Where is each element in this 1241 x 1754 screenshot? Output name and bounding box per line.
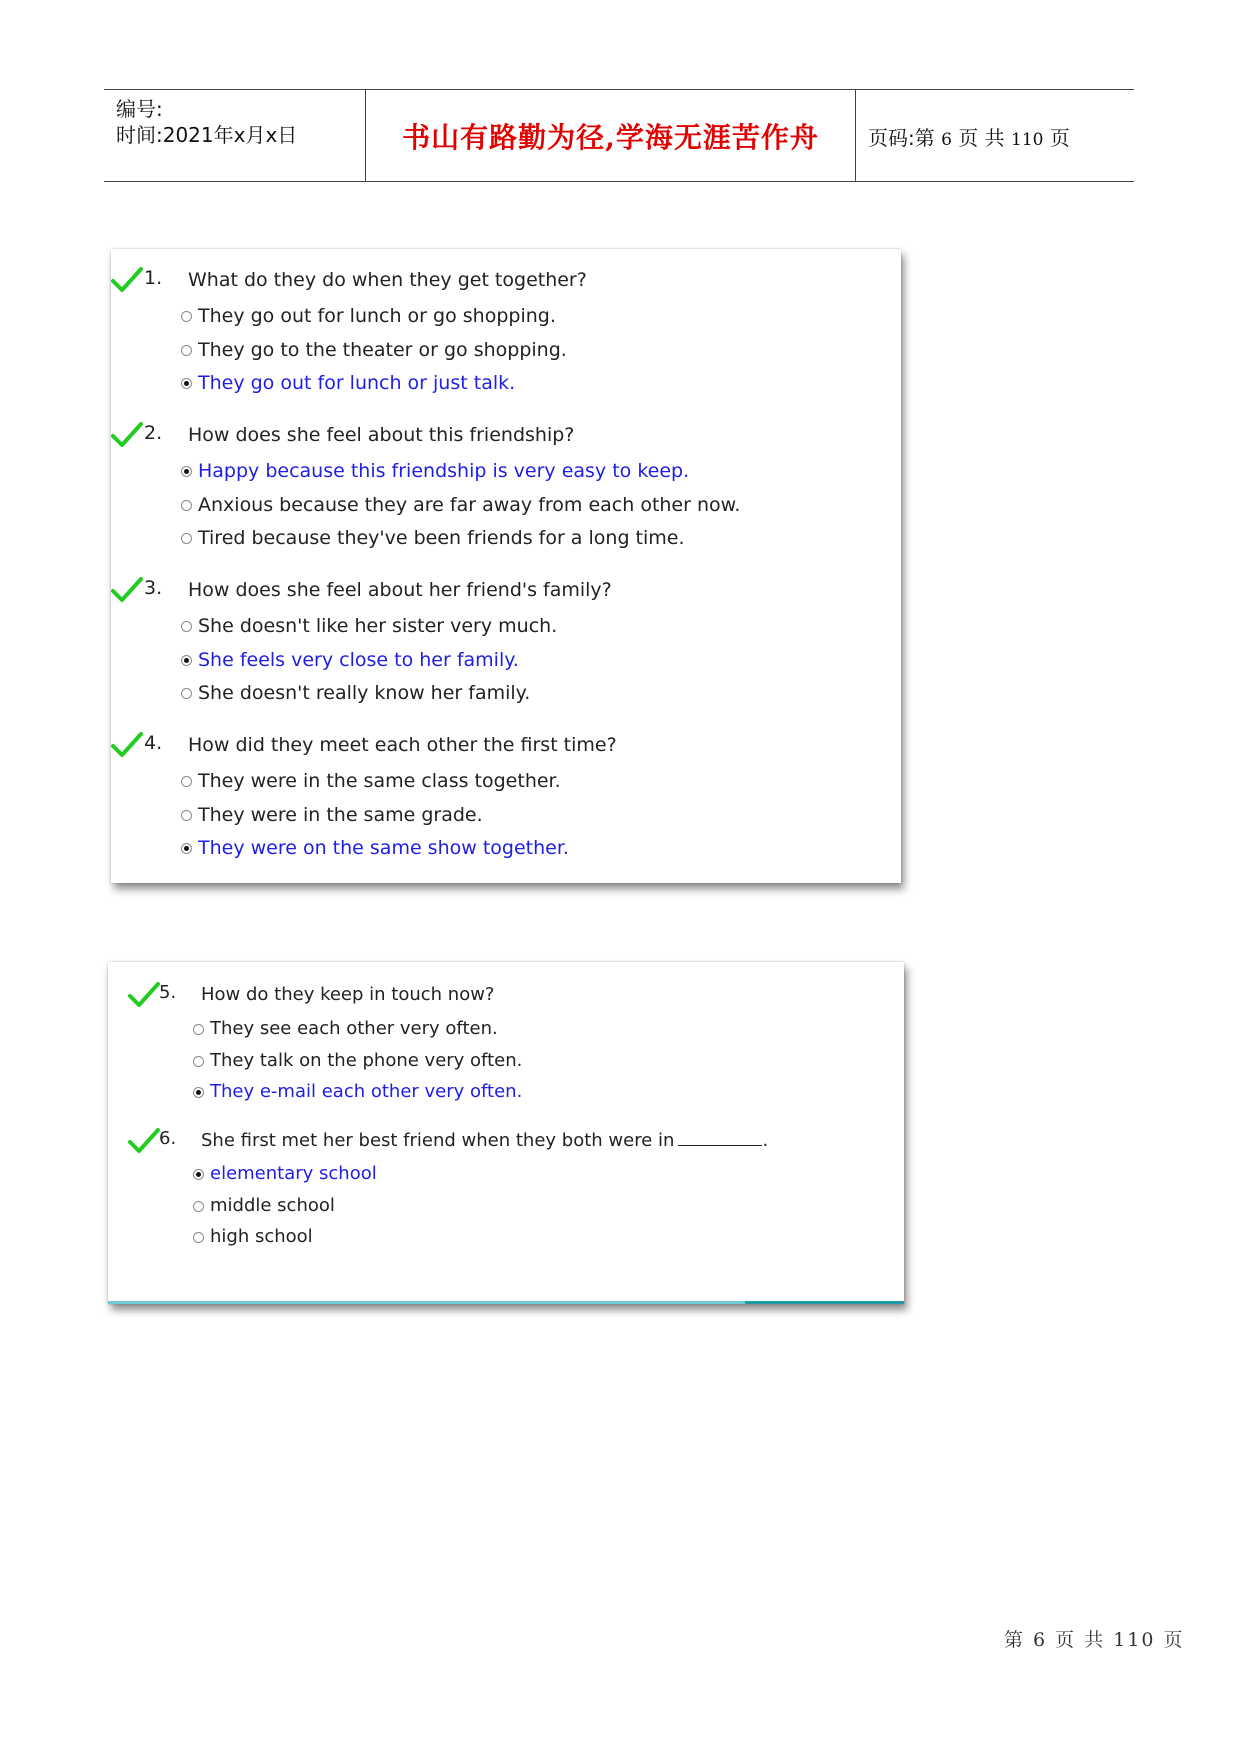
radio-button-checked[interactable] bbox=[181, 378, 192, 389]
option-text: They were in the same class together. bbox=[198, 770, 561, 792]
option-text: She doesn't really know her family. bbox=[198, 682, 531, 704]
option-text: They go to the theater or go shopping. bbox=[198, 339, 567, 361]
option-text: They go out for lunch or just talk. bbox=[198, 372, 516, 394]
radio-button[interactable] bbox=[193, 1201, 204, 1212]
page-indicator bbox=[868, 122, 1070, 151]
radio-button[interactable] bbox=[181, 533, 192, 544]
question-number: 4. bbox=[144, 732, 163, 754]
panel-bottom-rule bbox=[108, 1301, 904, 1304]
page-mid: 页 共 bbox=[958, 126, 1005, 150]
option-text: middle school bbox=[210, 1195, 335, 1216]
question-text-end: . bbox=[762, 1130, 769, 1151]
motto: 书山有路勤为径,学海无涯苦作舟 bbox=[402, 121, 819, 154]
option-text: She feels very close to her family. bbox=[198, 649, 519, 671]
quiz-screenshot-panel-1 bbox=[111, 249, 901, 883]
check-icon bbox=[111, 577, 143, 603]
check-icon bbox=[111, 267, 143, 293]
option-text: They go out for lunch or go shopping. bbox=[198, 305, 556, 327]
option-text: elementary school bbox=[210, 1163, 377, 1184]
option-text: They were on the same show together. bbox=[198, 837, 569, 859]
quiz-screenshot-panel-2 bbox=[108, 962, 904, 1304]
question-number: 3. bbox=[144, 577, 163, 599]
option-text: They e-mail each other very often. bbox=[210, 1081, 523, 1102]
fill-in-blank bbox=[678, 1145, 762, 1146]
check-icon bbox=[111, 422, 143, 448]
radio-button[interactable] bbox=[181, 688, 192, 699]
option-text: They see each other very often. bbox=[210, 1018, 498, 1039]
radio-button[interactable] bbox=[181, 776, 192, 787]
page-total: 110 bbox=[1011, 130, 1044, 150]
radio-button[interactable] bbox=[193, 1232, 204, 1243]
page-current: 6 bbox=[941, 130, 952, 150]
document-header bbox=[104, 89, 1134, 182]
cropped-text-remnant bbox=[208, 958, 638, 964]
header-middle-cell bbox=[366, 90, 856, 181]
question-text: How does she feel about her friend's family? bbox=[188, 579, 612, 601]
check-icon bbox=[128, 982, 160, 1008]
radio-button-checked[interactable] bbox=[193, 1169, 204, 1180]
check-icon bbox=[128, 1128, 160, 1154]
radio-button[interactable] bbox=[193, 1024, 204, 1035]
check-icon bbox=[111, 732, 143, 758]
option-text: Tired because they've been friends for a long time. bbox=[198, 527, 685, 549]
question-number: 2. bbox=[144, 422, 163, 444]
radio-button-checked[interactable] bbox=[181, 466, 192, 477]
header-left-cell bbox=[104, 90, 366, 181]
option-text: They were in the same grade. bbox=[198, 804, 483, 826]
question-text: She first met her best friend when they both were in bbox=[201, 1130, 675, 1151]
option-text: They talk on the phone very often. bbox=[210, 1050, 523, 1071]
question-text: How do they keep in touch now? bbox=[201, 984, 495, 1005]
radio-button[interactable] bbox=[181, 500, 192, 511]
radio-button[interactable] bbox=[181, 345, 192, 356]
option-text: Anxious because they are far away from each other now. bbox=[198, 494, 741, 516]
option-text: high school bbox=[210, 1226, 313, 1247]
question-text: How did they meet each other the first time? bbox=[188, 734, 617, 756]
radio-button[interactable] bbox=[181, 810, 192, 821]
radio-button[interactable] bbox=[181, 621, 192, 632]
question-number: 5. bbox=[159, 982, 177, 1003]
page-prefix: 页码:第 bbox=[868, 126, 935, 150]
page-footer: 第 6 页 共 110 页 bbox=[1004, 1629, 1185, 1651]
header-right-cell bbox=[856, 90, 1134, 181]
question-text-with-blank bbox=[201, 1130, 768, 1151]
radio-button[interactable] bbox=[193, 1056, 204, 1067]
serial-label: 编号: bbox=[116, 97, 163, 121]
option-text: She doesn't like her sister very much. bbox=[198, 615, 558, 637]
radio-button-checked[interactable] bbox=[181, 655, 192, 666]
radio-button-checked[interactable] bbox=[193, 1087, 204, 1098]
option-text: Happy because this friendship is very easy to keep. bbox=[198, 460, 690, 482]
time-label: 时间:2021年x月x日 bbox=[116, 123, 298, 147]
question-text: How does she feel about this friendship? bbox=[188, 424, 575, 446]
question-text: What do they do when they get together? bbox=[188, 269, 587, 291]
radio-button-checked[interactable] bbox=[181, 843, 192, 854]
page-suffix: 页 bbox=[1049, 126, 1070, 150]
question-number: 1. bbox=[144, 267, 163, 289]
radio-button[interactable] bbox=[181, 311, 192, 322]
question-number: 6. bbox=[159, 1128, 177, 1149]
